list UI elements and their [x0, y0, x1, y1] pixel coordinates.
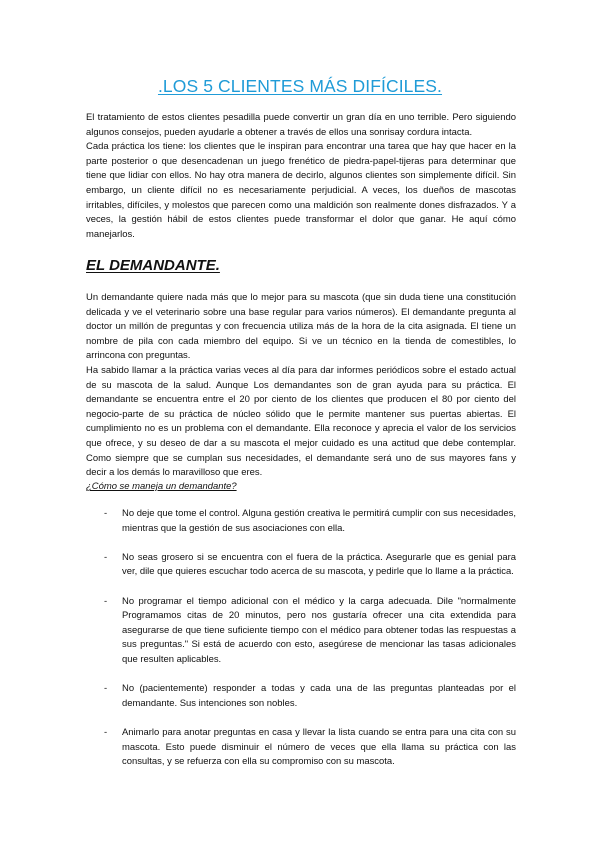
intro-paragraph: El tratamiento de estos clientes pesadilla puede convertir un gran día en uno terrible. Pero siguiendo algunos consejos, pueden ayudarle a obtener a través de ellos una sonrisay cordura intacta.	[86, 112, 516, 138]
tip-item	[86, 507, 516, 536]
tip-text: No seas grosero si se encuentra con el fuera de la práctica. Asegurarle que es genial para ver, dile que quieres escuchar todo acerca de su mascota, y pedirle que lo llame a la práctica.	[122, 551, 516, 578]
intro-section	[86, 111, 516, 242]
intro-paragraph: Cada práctica los tiene: los clientes que le inspiran para encontrar una tarea que hay que hacer en la parte posterior o que desencadenan un juego frenético de piedra-papel-tijeras para determinar que tiene que lidiar con ellos. No hay otra manera de decirlo, algunos clientes son simplemente difícil. Sin embargo, un cliente difícil no es necesariamente perjudicial. A veces, los dueños de mascotas irritables, difíciles, y molestos que parecen como una maldición son realmente dones disfrazados. Y a veces, la gestión hábil de estos clientes puede transformar el dolor que ganar. He aquí cómo manejarlos.	[86, 141, 516, 240]
section-heading: EL DEMANDANTE.	[86, 257, 220, 274]
bullet-dash: -	[104, 726, 108, 738]
tip-text: No (pacientemente) responder a todas y cada una de las preguntas planteadas por el demandante. Sus intenciones son nobles.	[122, 683, 516, 709]
bullet-dash: -	[104, 683, 108, 695]
tip-item	[86, 682, 516, 711]
tip-text: No programar el tiempo adicional con el médico y la carga adecuada. Dile "normalmente Programamos citas de 20 minutos, pero nos gustaría ofrecer una cita extendida para asegurarse de que tiene suficiente tiempo con el médico para obtener todas las respuestas a sus preguntas." Si está de acuerdo con esto, asegúrese de mencionar las tasas adicionales que resulten aplicables.	[122, 595, 516, 665]
section-body	[86, 291, 516, 481]
tip-text: No deje que tome el control. Alguna gestión creativa le permitirá cumplir con sus necesidades, mientras que la gestión de sus asociaciones con ella.	[122, 508, 516, 534]
document-title: .LOS 5 CLIENTES MÁS DIFÍCILES.	[157, 76, 443, 96]
tip-text: Animarlo para anotar preguntas en casa y llevar la lista cuando se entra para una cita con su mascota. Esto puede disminuir el número de veces que ella llama su práctica con las consultas, y se refuerza con ella su compromiso con su mascota.	[122, 726, 516, 768]
tip-item	[86, 726, 516, 770]
tip-item	[86, 551, 516, 580]
bullet-dash: -	[104, 508, 108, 519]
tip-item	[86, 595, 516, 668]
tips-list	[86, 507, 516, 784]
bullet-dash: -	[104, 595, 108, 607]
bullet-dash: -	[104, 551, 108, 563]
section-paragraph: Ha sabido llamar a la práctica varias veces al día para dar informes periódicos sobre el estado actual de su mascota de la salud. Aunque Los demandantes son de gran ayuda para su práctica. El demandante se encuentra entre el 20 por ciento de los clientes que producen el 80 por ciento del negocio-parte de su práctica de núcleo sólido que le permite mantener sus puertas abiertas. El cumplimiento no es un problema con el demandante. Ella reconoce y aprecia el valor de los servicios que ofrece, y su deseo de dar a su mascota el mejor cuidado es una actitud que debe contemplar. Como siempre que se cumplan sus necesidades, el demandante será uno de sus mayores fans y decir a los demás lo maravilloso que eres.	[86, 364, 516, 479]
section-paragraph: Un demandante quiere nada más que lo mejor para su mascota (que sin duda tiene una constitución delicada y ve el veterinario sobre una base regular para varios números). El demandante pregunta al doctor un millón de preguntas y con frecuencia utiliza más de la hora de la cita asignada. El tiene un nombre de pila con cada miembro del equipo. Si ve un técnico en la tienda de comestibles, lo arrincona con preguntas.	[86, 292, 516, 362]
section-question: ¿Cómo se maneja un demandante?	[86, 481, 237, 492]
